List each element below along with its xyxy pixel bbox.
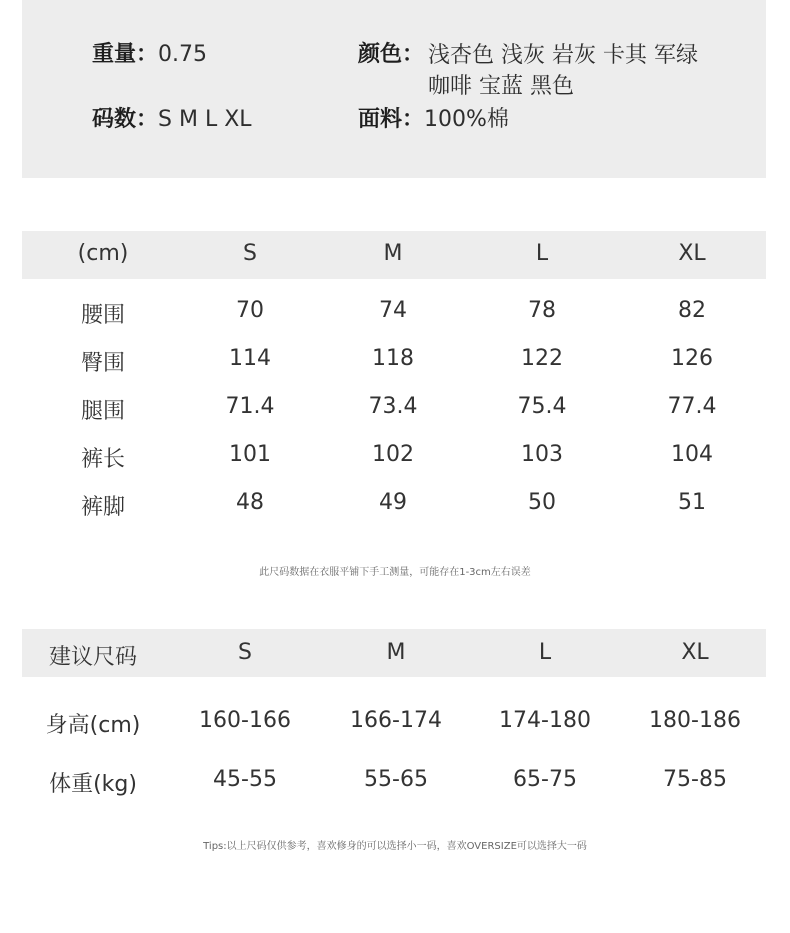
table-cell: 65-75 <box>513 767 577 792</box>
table-header-size: S <box>238 640 252 665</box>
fabric-value: 100%棉 <box>424 107 509 132</box>
table-cell: 73.4 <box>368 394 418 419</box>
table-cell: 70 <box>236 298 264 323</box>
table-cell: 126 <box>671 346 713 371</box>
table-header-size: L <box>535 241 549 266</box>
table-header-corner: (cm) <box>77 241 129 266</box>
table-cell: 55-65 <box>364 767 428 792</box>
colors-value: 浅杏色 浅灰 岩灰 卡其 军绿 咖啡 宝蓝 黑色 <box>428 43 698 99</box>
table-cell: 160-166 <box>199 708 291 733</box>
table-cell: 75.4 <box>517 394 567 419</box>
table-cell: 82 <box>678 298 706 323</box>
table-header-size: M <box>386 640 406 665</box>
recommend-note: Tips:以上尺码仅供参考，喜欢修身的可以选择小一码，喜欢OVERSIZE可以选择大一码 <box>203 841 587 852</box>
table-cell: 50 <box>528 490 556 515</box>
table-cell: 45-55 <box>213 767 277 792</box>
table-row-label: 臀围 <box>80 351 126 376</box>
table-cell: 118 <box>372 346 414 371</box>
table-cell: 75-85 <box>663 767 727 792</box>
table-cell: 103 <box>521 442 563 467</box>
fabric-label: 面料： <box>358 107 425 132</box>
table-cell: 78 <box>528 298 556 323</box>
table-header-size: L <box>538 640 552 665</box>
table-header-size: M <box>383 241 403 266</box>
table-cell: 122 <box>521 346 563 371</box>
product-info-panel <box>22 0 766 178</box>
table-cell: 180-186 <box>649 708 741 733</box>
table-cell: 77.4 <box>667 394 717 419</box>
table-cell: 166-174 <box>350 708 442 733</box>
table-cell: 104 <box>671 442 713 467</box>
sizes-label: 码数： <box>92 107 159 132</box>
weight-label: 重量： <box>92 42 159 67</box>
table-cell: 102 <box>372 442 414 467</box>
table-row-label: 裤脚 <box>80 495 126 520</box>
table-row-label: 腿围 <box>80 399 126 424</box>
table-header-corner: 建议尺码 <box>48 645 138 670</box>
fabric-info <box>358 105 509 135</box>
sizes-value: S M L XL <box>158 107 252 132</box>
table-row-label: 裤长 <box>80 447 126 472</box>
weight-info <box>92 40 207 70</box>
table-row-label: 腰围 <box>80 303 126 328</box>
colors-info <box>358 40 718 102</box>
table-cell: 49 <box>379 490 407 515</box>
table-cell: 48 <box>236 490 264 515</box>
table-cell: 114 <box>229 346 271 371</box>
table-cell: 101 <box>229 442 271 467</box>
table-cell: 74 <box>379 298 407 323</box>
table-cell: 51 <box>678 490 706 515</box>
sizes-info <box>92 105 252 135</box>
measure-note: 此尺码数据在衣服平铺下手工测量，可能存在1-3cm左右误差 <box>259 567 531 578</box>
table-header-size: S <box>243 241 257 266</box>
table-row-label: 身高(cm) <box>45 713 141 738</box>
table-cell: 71.4 <box>225 394 275 419</box>
weight-value: 0.75 <box>158 42 207 67</box>
table-header-size: XL <box>678 241 706 266</box>
table-row-label: 体重(kg) <box>49 772 137 797</box>
table-header-size: XL <box>681 640 709 665</box>
table-cell: 174-180 <box>499 708 591 733</box>
colors-label: 颜色： <box>358 42 425 67</box>
